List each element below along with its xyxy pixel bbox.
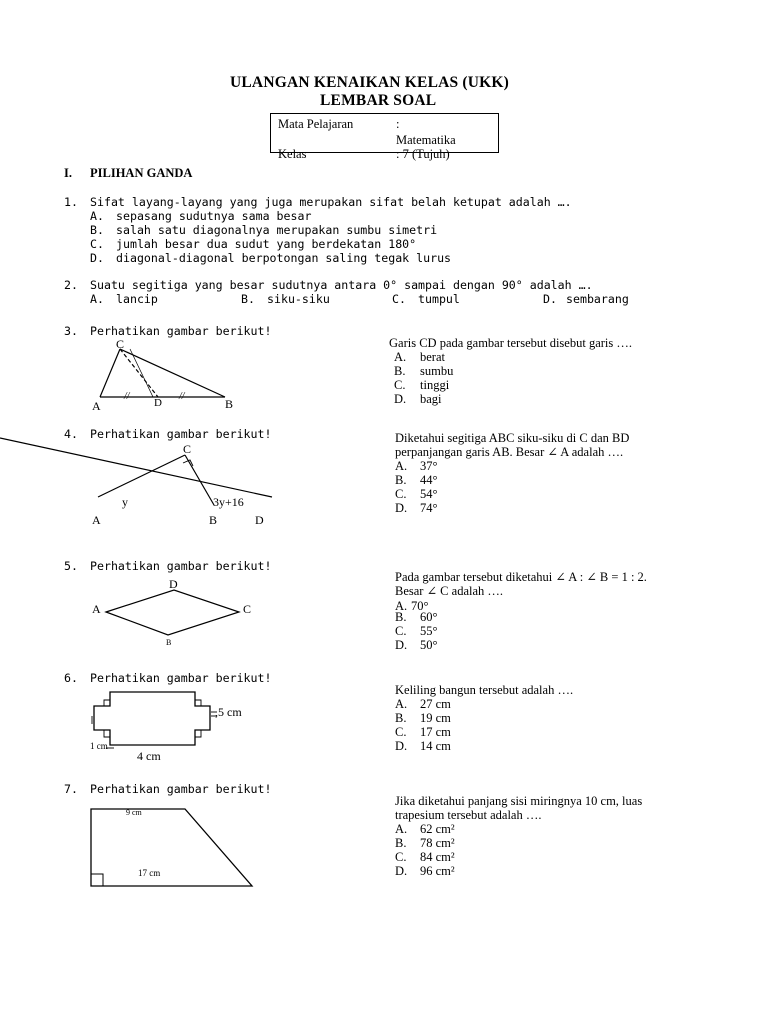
subject-value: Matematika bbox=[396, 133, 456, 147]
q5-label-b: B bbox=[166, 638, 172, 647]
q7-number: 7. bbox=[64, 782, 78, 796]
q7-option-b-text: 78 cm² bbox=[420, 836, 455, 850]
q4-option-b-text: 44° bbox=[420, 473, 438, 487]
q1-text: Sifat layang-layang yang juga merupakan sifat belah ketupat adalah …. bbox=[90, 195, 572, 209]
q5-question-line1: Pada gambar tersebut diketahui ∠ A : ∠ B = 1 : 2. bbox=[395, 570, 647, 584]
q4-option-a-text: 37° bbox=[420, 459, 438, 473]
q1-number: 1. bbox=[64, 195, 78, 209]
q3-question: Garis CD pada gambar tersebut disebut garis …. bbox=[389, 336, 632, 350]
q6-label-side: ,5 cm bbox=[215, 705, 242, 719]
q4-prompt: Perhatikan gambar berikut! bbox=[90, 427, 272, 441]
q6-option-b-letter: B. bbox=[395, 711, 407, 725]
q4-number: 4. bbox=[64, 427, 78, 441]
q3-option-b-letter: B. bbox=[394, 364, 406, 378]
q4-label-y: y bbox=[122, 495, 128, 509]
q5-label-d: D bbox=[169, 577, 178, 591]
exam-title: ULANGAN KENAIKAN KELAS (UKK) bbox=[230, 74, 510, 91]
q1-option-d-text: diagonal-diagonal berpotongan saling tegak lurus bbox=[116, 251, 452, 265]
q5-option-d-letter: D. bbox=[395, 638, 408, 652]
q1-option-c-text: jumlah besar dua sudut yang berdekatan 180° bbox=[116, 237, 417, 251]
q4-label-angle: 3y+16 bbox=[213, 495, 244, 509]
q5-option-b-text: 60° bbox=[420, 610, 438, 624]
q3-tick-mark-2: // bbox=[179, 391, 185, 402]
q3-option-a-letter: A. bbox=[394, 350, 407, 364]
q5-option-a-text: 70° bbox=[411, 599, 429, 613]
q7-label-top: 9 cm bbox=[126, 808, 142, 817]
q4-option-b-letter: B. bbox=[395, 473, 407, 487]
q6-option-a-text: 27 cm bbox=[420, 697, 451, 711]
q7-label-bottom: 17 cm bbox=[138, 868, 161, 878]
q5-number: 5. bbox=[64, 559, 78, 573]
q2-option-b-letter: B. bbox=[241, 292, 255, 306]
q4-label-b: B bbox=[209, 513, 218, 527]
class-label: Kelas bbox=[278, 147, 307, 161]
q3-option-a-text: berat bbox=[420, 350, 445, 364]
q5-option-c-letter: C. bbox=[395, 624, 407, 638]
q4-question-line1: Diketahui segitiga ABC siku-siku di C dan BD bbox=[395, 431, 630, 445]
q4-option-a-letter: A. bbox=[395, 459, 408, 473]
q6-question: Keliling bangun tersebut adalah …. bbox=[395, 683, 574, 697]
q2-option-a-text: lancip bbox=[116, 292, 158, 306]
q6-option-b-text: 19 cm bbox=[420, 711, 451, 725]
q6-option-a-letter: A. bbox=[395, 697, 408, 711]
q6-option-c-letter: C. bbox=[395, 725, 407, 739]
q6-label-corner: 1 cm bbox=[90, 741, 108, 751]
q6-option-d-text: 14 cm bbox=[420, 739, 451, 753]
q4-option-c-text: 54° bbox=[420, 487, 438, 501]
q4-option-d-letter: D. bbox=[395, 501, 408, 515]
q7-question-line2: trapesium tersebut adalah …. bbox=[395, 808, 542, 822]
q5-option-d-text: 50° bbox=[420, 638, 438, 652]
q7-option-a-letter: A. bbox=[395, 822, 408, 836]
q6-number: 6. bbox=[64, 671, 78, 685]
q5-option-b-letter: B. bbox=[395, 610, 407, 624]
exam-subtitle: LEMBAR SOAL bbox=[320, 92, 437, 109]
q5-question-line2: Besar ∠ C adalah …. bbox=[395, 584, 504, 598]
subject-label: Mata Pelajaran bbox=[278, 117, 354, 131]
q7-prompt: Perhatikan gambar berikut! bbox=[90, 782, 272, 796]
q5-label-c: C bbox=[243, 602, 252, 616]
q1-option-d-letter: D. bbox=[90, 251, 104, 265]
q2-option-c-text: tumpul bbox=[418, 292, 460, 306]
q3-option-c-letter: C. bbox=[394, 378, 406, 392]
q3-option-d-letter: D. bbox=[394, 392, 407, 406]
q5-prompt: Perhatikan gambar berikut! bbox=[90, 559, 272, 573]
q3-prompt: Perhatikan gambar berikut! bbox=[90, 324, 272, 338]
q7-option-d-text: 96 cm² bbox=[420, 864, 455, 878]
subject-colon: : bbox=[396, 117, 400, 131]
section-title: PILIHAN GANDA bbox=[90, 166, 193, 180]
q1-option-a-letter: A. bbox=[90, 209, 104, 223]
q3-label-a: A bbox=[92, 399, 101, 413]
q3-option-b-text: sumbu bbox=[420, 364, 454, 378]
q3-option-d-text: bagi bbox=[420, 392, 442, 406]
section-number: I. bbox=[64, 166, 72, 180]
q5-option-a-letter: A. bbox=[395, 599, 408, 613]
q4-option-d-text: 74° bbox=[420, 501, 438, 515]
q1-option-b-text: salah satu diagonalnya merupakan sumbu simetri bbox=[116, 223, 438, 237]
class-value: : 7 (Tujuh) bbox=[396, 147, 450, 161]
q4-label-d: D bbox=[255, 513, 264, 527]
q3-label-b: B bbox=[225, 397, 234, 411]
q3-number: 3. bbox=[64, 324, 78, 338]
q6-label-bottom: 4 cm bbox=[137, 749, 161, 763]
q4-label-a: A bbox=[92, 513, 101, 527]
q3-label-d: D bbox=[154, 397, 162, 409]
q2-option-b-text: siku-siku bbox=[267, 292, 330, 306]
q5-option-c-text: 55° bbox=[420, 624, 438, 638]
q2-text: Suatu segitiga yang besar sudutnya antara 0° sampai dengan 90° adalah …. bbox=[90, 278, 593, 292]
q4-label-c: C bbox=[183, 442, 192, 456]
q6-option-d-letter: D. bbox=[395, 739, 408, 753]
q2-option-c-letter: C. bbox=[392, 292, 406, 306]
q2-option-d-letter: D. bbox=[543, 292, 557, 306]
q7-question-line1: Jika diketahui panjang sisi miringnya 10 cm, luas bbox=[395, 794, 643, 808]
q5-label-a: A bbox=[92, 602, 101, 616]
q3-tick-mark-1: // bbox=[124, 391, 130, 402]
q1-option-c-letter: C. bbox=[90, 237, 104, 251]
q7-option-c-text: 84 cm² bbox=[420, 850, 455, 864]
q7-option-a-text: 62 cm² bbox=[420, 822, 455, 836]
q4-question-line2: perpanjangan garis AB. Besar ∠ A adalah …. bbox=[395, 445, 624, 459]
q3-option-c-text: tinggi bbox=[420, 378, 450, 392]
q3-label-c: C bbox=[116, 337, 125, 351]
q7-option-c-letter: C. bbox=[395, 850, 407, 864]
q7-option-b-letter: B. bbox=[395, 836, 407, 850]
q2-option-a-letter: A. bbox=[90, 292, 104, 306]
q6-prompt: Perhatikan gambar berikut! bbox=[90, 671, 272, 685]
q1-option-a-text: sepasang sudutnya sama besar bbox=[116, 209, 312, 223]
q4-option-c-letter: C. bbox=[395, 487, 407, 501]
q2-number: 2. bbox=[64, 278, 78, 292]
q6-option-c-text: 17 cm bbox=[420, 725, 451, 739]
q7-option-d-letter: D. bbox=[395, 864, 408, 878]
q1-option-b-letter: B. bbox=[90, 223, 104, 237]
q2-option-d-text: sembarang bbox=[566, 292, 629, 306]
